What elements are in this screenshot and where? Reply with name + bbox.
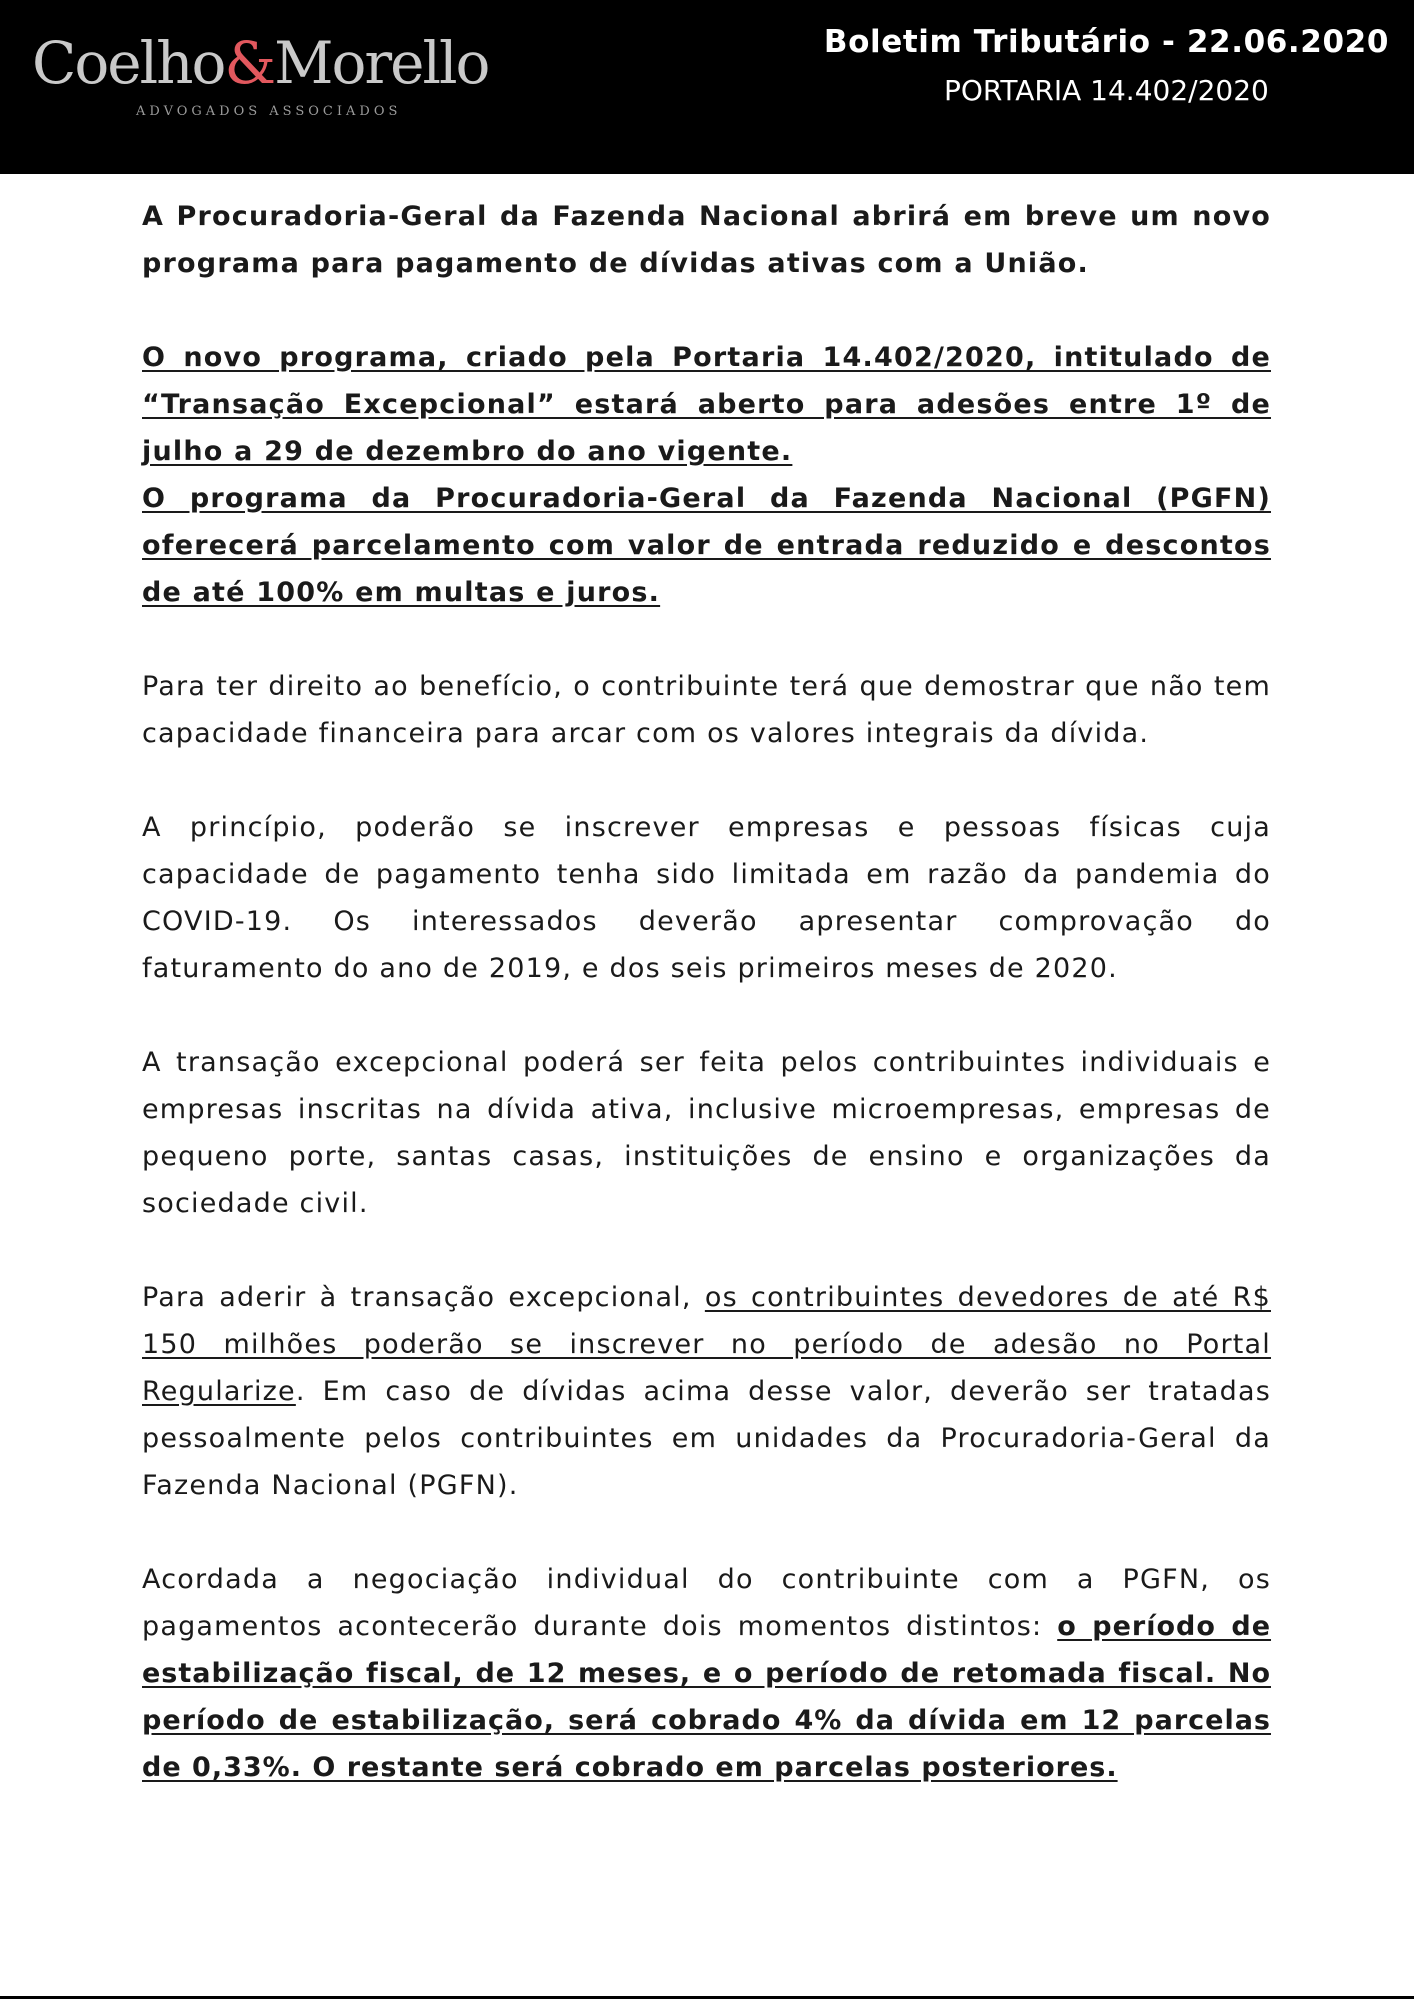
logo-name-part2: Morello [274,29,489,97]
apply-lead-text: Para aderir à transação excepcional, [142,1282,705,1313]
paragraph-how-to-apply [142,1274,1271,1509]
apply-tail-text: . Em caso de dívidas acima desse valor, deverão ser tratadas pessoalmente pelos contribuintes em unidades da Procuradoria-Geral da Fazenda Nacional (PGFN). [142,1376,1271,1501]
logo-name-part1: Coelho [32,29,225,97]
paragraph-eligibility: Para ter direito ao benefício, o contribuinte terá que demostrar que não tem capacidade financeira para arcar com os valores integrais da dívida. [142,671,1271,749]
logo-ampersand: & [224,29,275,97]
bulletin-subtitle: PORTARIA 14.402/2020 [943,74,1269,107]
intro-paragraph: A Procuradoria-Geral da Fazenda Nacional abrirá em breve um novo programa para pagamento de dívidas ativas com a União. [142,201,1271,279]
highlight-paragraph-dates: O novo programa, criado pela Portaria 14.402/2020, intitulado de “Transação Excepcional” estará aberto para adesões entre 1º de julho a 29 de dezembro do ano vigente. [142,342,1271,467]
paragraph-payment-periods [142,1556,1271,1791]
document-body [142,193,1271,1838]
logo-tagline: ADVOGADOS ASSOCIADOS [136,104,402,119]
apply-underlined-text: os contribuintes devedores de até R$ 150 milhões poderão se inscrever no período de adesão no Portal Regularize [142,1282,1271,1407]
paragraph-who-can-apply: A transação excepcional poderá ser feita pelos contribuintes individuais e empresas inscritas na dívida ativa, inclusive microempresas, empresas de pequeno porte, santas casas, instituições de ensino e organizações da sociedade civil. [142,1047,1271,1219]
payment-emphasis-text: o período de estabilização fiscal, de 12 meses, e o período de retomada fiscal. No período de estabilização, será cobrado 4% da dívida em 12 parcelas de 0,33%. O restante será cobrado em parcelas posteriores. [142,1611,1272,1783]
payment-lead-text: Acordada a negociação individual do contribuinte com a PGFN, os pagamentos acontecerão durante dois momentos distintos: [142,1564,1271,1642]
logo-wordmark [32,29,489,97]
header-title-block [824,24,1389,107]
highlight-paragraph-discounts: O programa da Procuradoria-Geral da Fazenda Nacional (PGFN) oferecerá parcelamento com valor de entrada reduzido e descontos de até 100% em multas e juros. [142,483,1271,608]
paragraph-covid-requirements: A princípio, poderão se inscrever empresas e pessoas físicas cuja capacidade de pagamento tenha sido limitada em razão da pandemia do COVID-19. Os interessados deverão apresentar comprovação do faturamento do ano de 2019, e dos seis primeiros meses de 2020. [142,812,1271,984]
bulletin-title: Boletim Tributário - 22.06.2020 [823,24,1389,60]
bottom-divider [0,1996,1414,1999]
header-bar [0,0,1414,174]
company-logo [32,29,489,119]
